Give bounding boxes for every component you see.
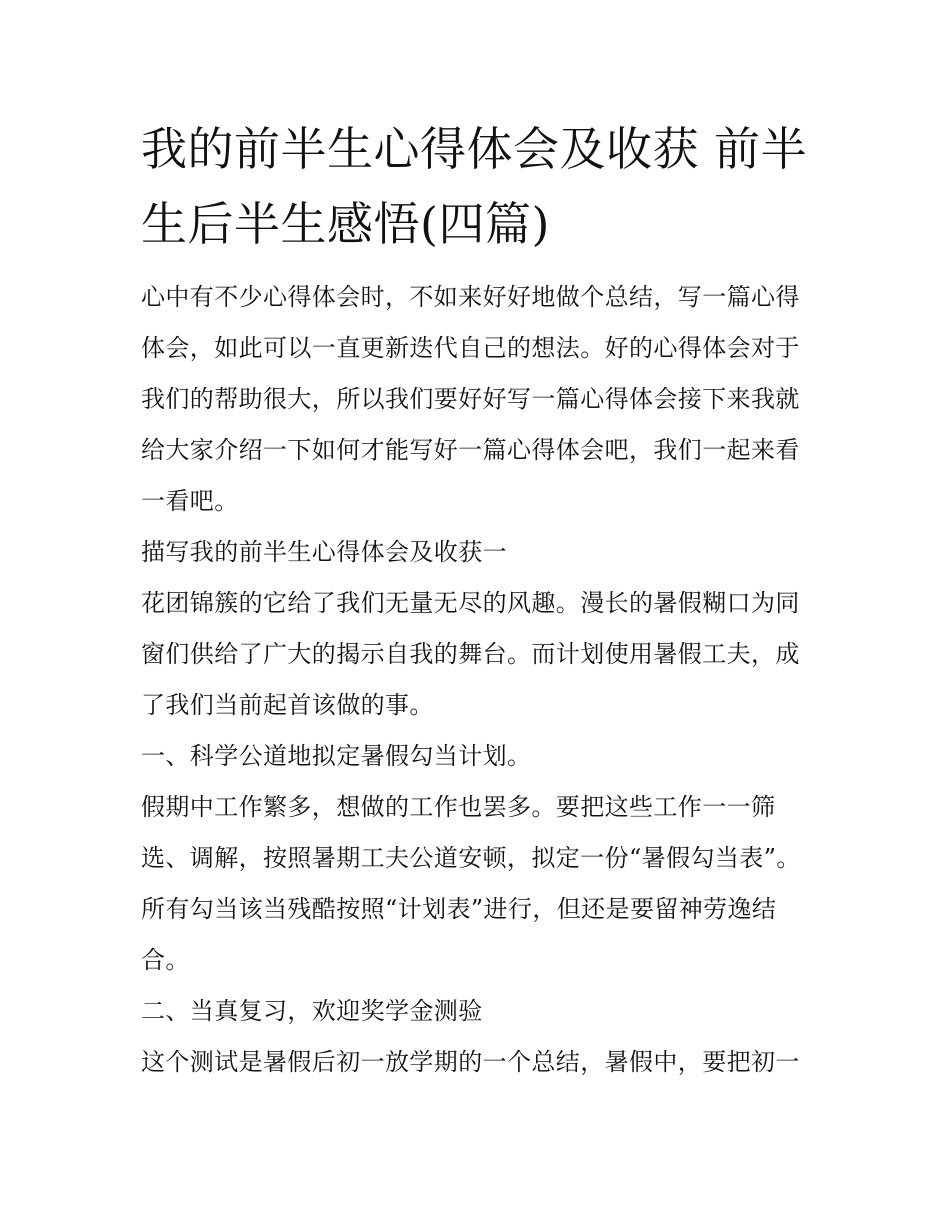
intro-paragraph: 心中有不少心得体会时，不如来好好地做个总结，写一篇心得体会，如此可以一直更新迭代自己的想法。好的心得体会对于我们的帮助很大，所以我们要好好写一篇心得体会接下来我就给大家介绍一下如何才能写好一篇心得体会吧，我们一起来看一看吧。 (141, 283, 800, 515)
list-heading-1: 一、科学公道地拟定暑假勾当计划。 (141, 742, 532, 770)
body-paragraph: 这个测试是暑假后初一放学期的一个总结，暑假中，要把初一 (141, 1048, 800, 1076)
document-body (141, 272, 821, 1088)
document-page (141, 112, 821, 1088)
document-title: 我的前半生心得体会及收获 前半生后半生感悟(四篇) (141, 122, 808, 251)
section-heading: 描写我的前半生心得体会及收获一 (141, 538, 507, 566)
list-heading-2: 二、当真复习，欢迎奖学金测验 (141, 997, 483, 1025)
body-paragraph: 花团锦簇的它给了我们无量无尽的风趣。漫长的暑假糊口为同窗们供给了广大的揭示自我的舞台。而计划使用暑假工夫，成了我们当前起首该做的事。 (141, 589, 800, 719)
body-paragraph: 假期中工作繁多，想做的工作也罢多。要把这些工作一一筛选、调解，按照暑期工夫公道安顿，拟定一份“暑假勾当表”。所有勾当该当残酷按照“计划表”进行，但还是要留神劳逸结合。 (141, 793, 801, 974)
